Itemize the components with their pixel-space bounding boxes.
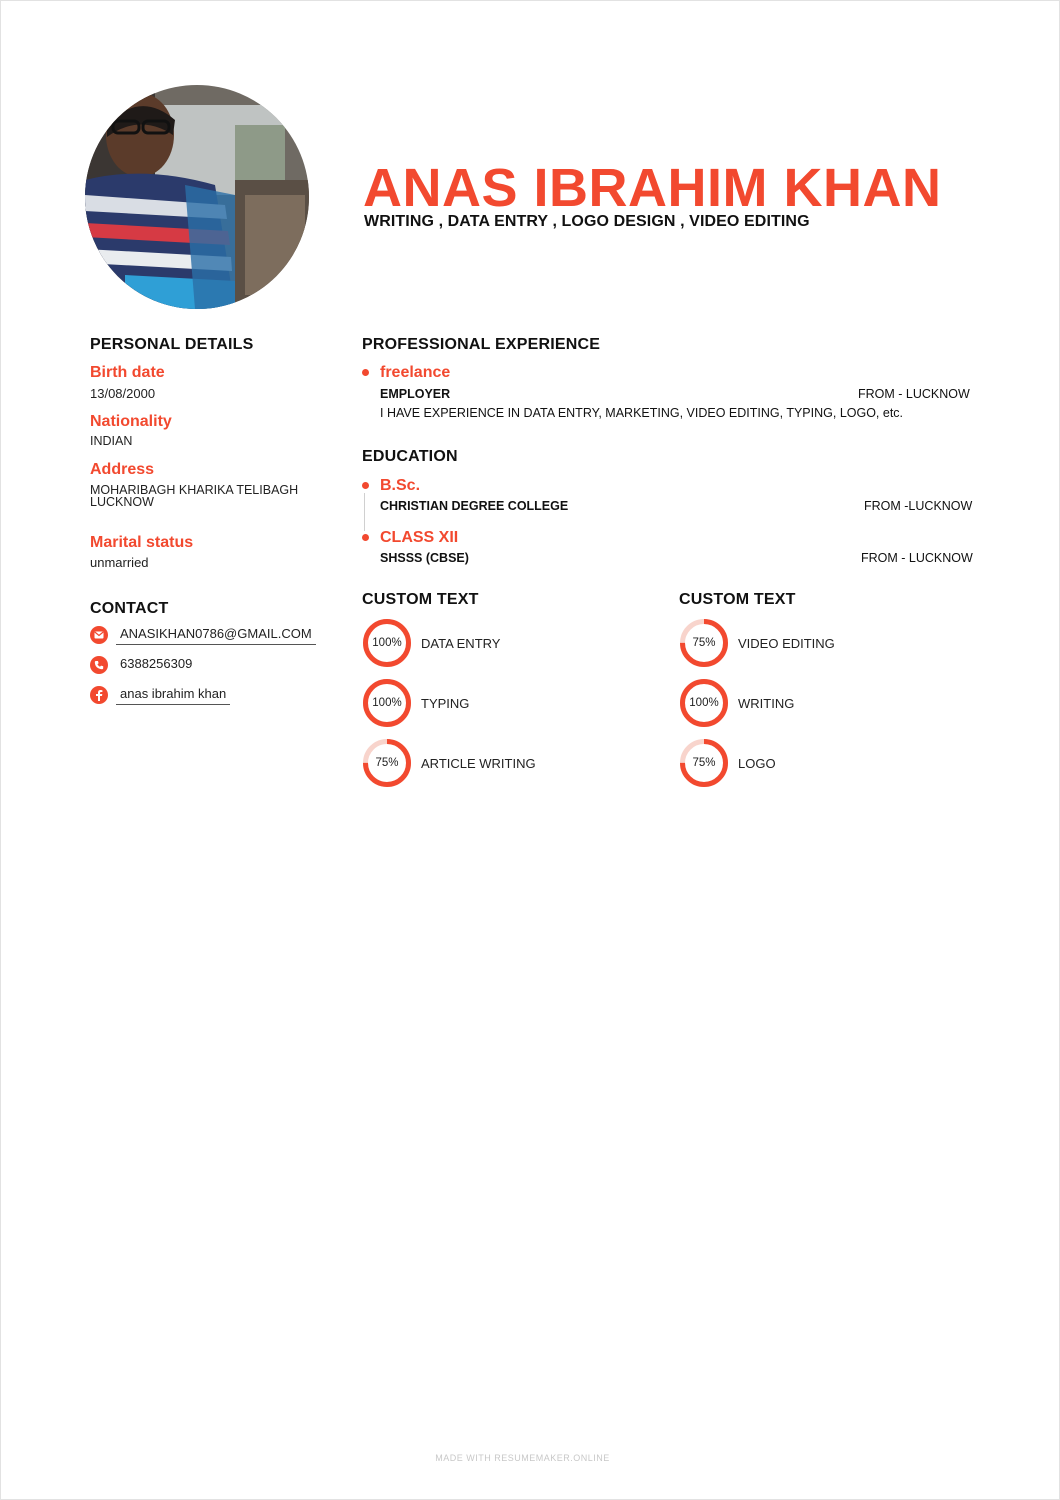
skill-name: LOGO: [738, 755, 776, 771]
address-line-2: LUCKNOW: [90, 495, 154, 509]
education-degree-1: B.Sc.: [380, 477, 421, 494]
contact-phone: 6388256309: [120, 656, 193, 671]
skill-name: VIDEO EDITING: [738, 635, 835, 651]
skill-name: WRITING: [738, 695, 795, 711]
skill-percent: 75%: [692, 757, 716, 769]
profile-photo-image: [85, 85, 309, 309]
skill-ring: [679, 618, 729, 668]
phone-icon: [90, 656, 108, 674]
skill-ring: [362, 618, 412, 668]
experience-role: freelance: [380, 364, 451, 381]
education-degree-2: CLASS XII: [380, 529, 459, 546]
experience-description: I HAVE EXPERIENCE IN DATA ENTRY, MARKETING, VIDEO EDITING, TYPING, LOGO, etc.: [380, 406, 904, 420]
nationality-label: Nationality: [90, 413, 172, 430]
education-meta-2: FROM - LUCKNOW: [861, 551, 973, 565]
skill-ring: [362, 738, 412, 788]
marital-status-label: Marital status: [90, 534, 194, 551]
address-label: Address: [90, 461, 155, 478]
education-bullet-2: [362, 534, 369, 541]
experience-employer: EMPLOYER: [380, 387, 451, 401]
skill-name: TYPING: [421, 695, 470, 711]
education-school-1: CHRISTIAN DEGREE COLLEGE: [380, 499, 569, 513]
footer-credit: MADE WITH RESUMEMAKER.ONLINE: [435, 1453, 610, 1463]
profile-photo: [85, 85, 309, 309]
contact-email[interactable]: ANASIKHAN0786@GMAIL.COM: [116, 626, 316, 645]
contact-email-row[interactable]: [90, 623, 316, 647]
full-name: ANAS IBRAHIM KHAN: [363, 158, 942, 218]
skill-item: [362, 618, 500, 668]
birth-date-label: Birth date: [90, 364, 165, 381]
experience-title: PROFESSIONAL EXPERIENCE: [362, 336, 601, 353]
skill-percent: 100%: [372, 637, 402, 649]
contact-phone-row: [90, 653, 196, 677]
education-bullet-1: [362, 482, 369, 489]
tagline: WRITING , DATA ENTRY , LOGO DESIGN , VIDEO EDITING: [364, 213, 810, 230]
birth-date-value: 13/08/2000: [90, 386, 156, 401]
experience-meta: FROM - LUCKNOW: [858, 387, 970, 401]
skill-item: [679, 618, 835, 668]
education-school-2: SHSSS (CBSE): [380, 551, 469, 565]
address-line-1: MOHARIBAGH KHARIKA TELIBAGH: [90, 483, 299, 497]
education-meta-1: FROM -LUCKNOW: [864, 499, 973, 513]
skill-item: [362, 678, 469, 728]
skill-percent: 75%: [375, 757, 399, 769]
facebook-icon: [90, 686, 108, 704]
mail-icon: [90, 626, 108, 644]
skills-left-title: CUSTOM TEXT: [362, 591, 479, 608]
skill-percent: 100%: [372, 697, 402, 709]
skill-ring: [362, 678, 412, 728]
skill-percent: 100%: [689, 697, 719, 709]
skill-ring: [679, 678, 729, 728]
contact-title: CONTACT: [90, 600, 169, 617]
skill-percent: 75%: [692, 637, 716, 649]
education-timeline: [364, 493, 365, 531]
experience-bullet: [362, 369, 369, 376]
personal-details-title: PERSONAL DETAILS: [90, 336, 254, 353]
contact-facebook[interactable]: anas ibrahim khan: [116, 686, 230, 705]
nationality-value: INDIAN: [90, 434, 133, 448]
skill-ring: [679, 738, 729, 788]
education-title: EDUCATION: [362, 448, 458, 465]
skills-right-title: CUSTOM TEXT: [679, 591, 796, 608]
skill-item: [679, 678, 794, 728]
skill-name: DATA ENTRY: [421, 635, 501, 651]
skill-item: [679, 738, 776, 788]
contact-facebook-row[interactable]: [90, 683, 230, 707]
skill-name: ARTICLE WRITING: [421, 755, 536, 771]
marital-status-value: unmarried: [90, 555, 149, 570]
skill-item: [362, 738, 536, 788]
